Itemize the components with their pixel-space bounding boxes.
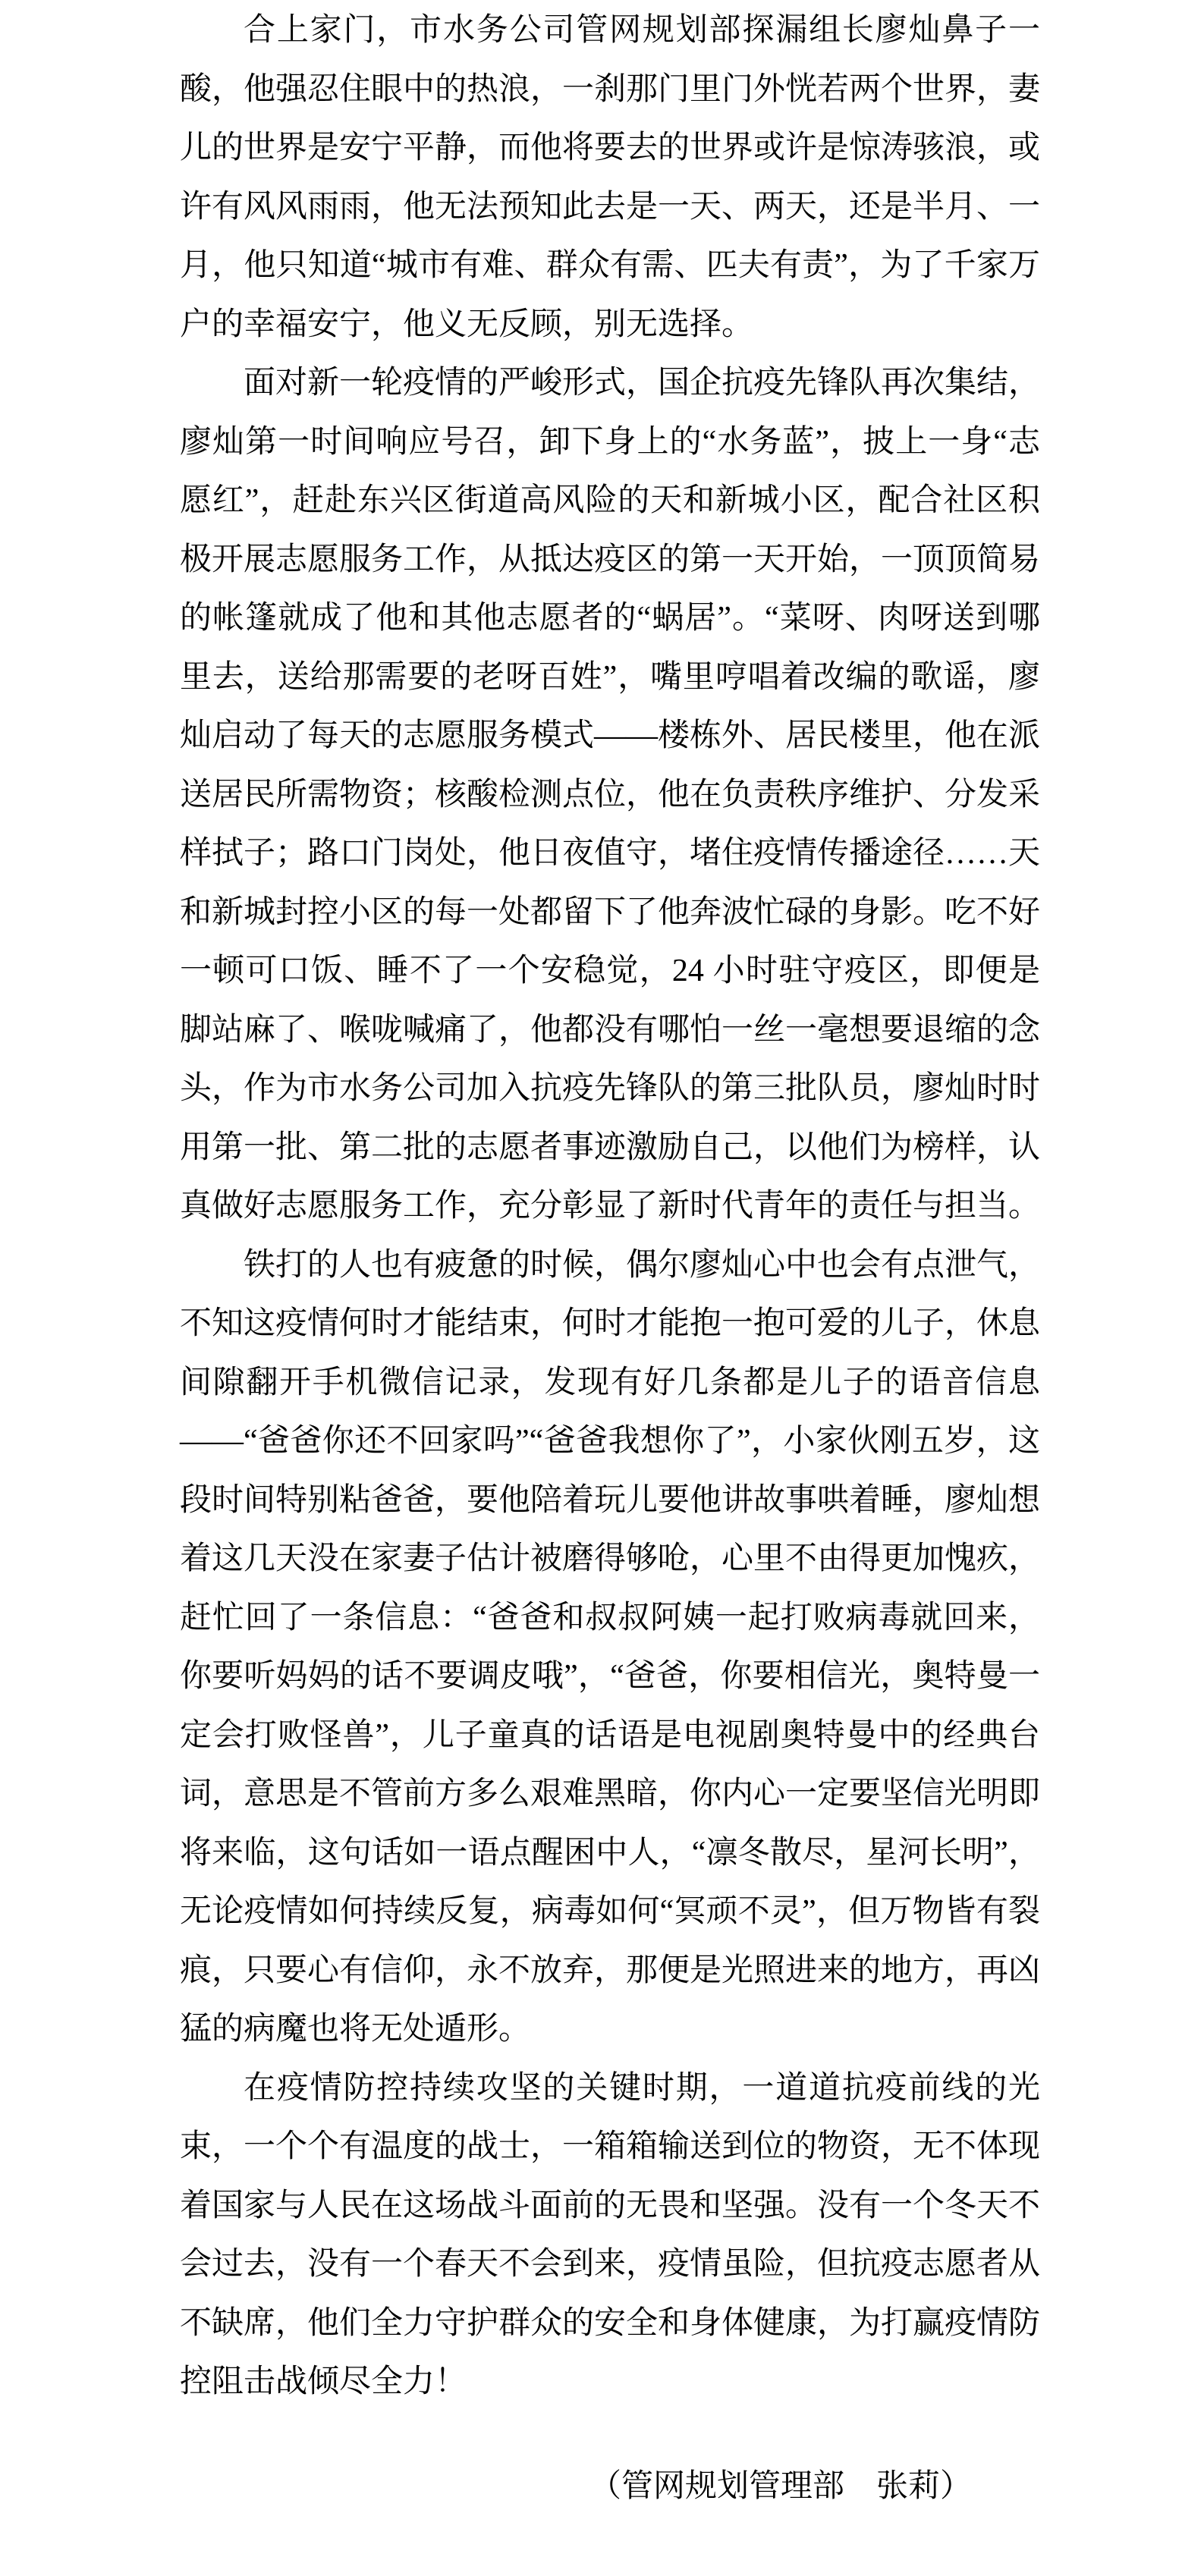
paragraph-4: 在疫情防控持续攻坚的关键时期，一道道抗疫前线的光束，一个个有温度的战士，一箱箱输送到位的物资，无不体现着国家与人民在这场战斗面前的无畏和坚强。没有一个冬天不会过去，没有一个春天不会到来，疫情虽险，但抗疫志愿者从不缺席，他们全力守护群众的安全和身体健康，为打赢疫情防控阻击战倾尽全力！: [180, 2070, 1041, 2399]
byline: （管网规划管理部 张莉）: [589, 2468, 972, 2504]
paragraph-1: 合上家门，市水务公司管网规划部探漏组长廖灿鼻子一酸，他强忍住眼中的热浪，一刹那门里门外恍若两个世界，妻儿的世界是安宁平静，而他将要去的世界或许是惊涛骇浪，或许有风风雨雨，他无法预知此去是一天、两天，还是半月、一月，他只知道“城市有难、群众有需、匹夫有责”，为了千家万户的幸福安宁，他义无反顾，别无选择。: [180, 13, 1041, 342]
paragraph-3: 铁打的人也有疲惫的时候，偶尔廖灿心中也会有点泄气，不知这疫情何时才能结束，何时才能抱一抱可爱的儿子，休息间隙翻开手机微信记录，发现有好几条都是儿子的语音信息——“爸爸你还不回家吗”“爸爸我想你了”，小家伙刚五岁，这段时间特别粘爸爸，要他陪着玩儿要他讲故事哄着睡，廖灿想着这几天没在家妻子估计被磨得够呛，心里不由得更加愧疚，赶忙回了一条信息：“爸爸和叔叔阿姨一起打败病毒就回来，你要听妈妈的话不要调皮哦”，“爸爸，你要相信光，奥特曼一定会打败怪兽”，儿子童真的话语是电视剧奥特曼中的经典台词，意思是不管前方多么艰难黑暗，你内心一定要坚信光明即将来临，这句话如一语点醒困中人，“凛冬散尽，星河长明”，无论疫情如何持续反复，病毒如何“冥顽不灵”，但万物皆有裂痕，只要心有信仰，永不放弃，那便是光照进来的地方，再凶猛的病魔也将无处遁形。: [180, 1247, 1041, 2047]
paragraph-2: 面对新一轮疫情的严峻形式，国企抗疫先锋队再次集结，廖灿第一时间响应号召，卸下身上的“水务蓝”，披上一身“志愿红”，赶赴东兴区街道高风险的天和新城小区，配合社区积极开展志愿服务工作，从抵达疫区的第一天开始，一顶顶简易的帐篷就成了他和其他志愿者的“蜗居”。“菜呀、肉呀送到哪里去，送给那需要的老呀百姓”，嘴里哼唱着改编的歌谣，廖灿启动了每天的志愿服务模式——楼栋外、居民楼里，他在派送居民所需物资；核酸检测点位，他在负责秩序维护、分发采样拭子；路口门岗处，他日夜值守，堵住疫情传播途径……天和新城封控小区的每一处都留下了他奔波忙碌的身影。吃不好一顿可口饭、睡不了一个安稳觉，24 小时驻守疫区，即便是脚站麻了、喉咙喊痛了，他都没有哪怕一丝一毫想要退缩的念头，作为市水务公司加入抗疫先锋队的第三批队员，廖灿时时用第一批、第二批的志愿者事迹激励自己，以他们为榜样，认真做好志愿服务工作，充分彰显了新时代青年的责任与担当。: [180, 366, 1041, 1224]
